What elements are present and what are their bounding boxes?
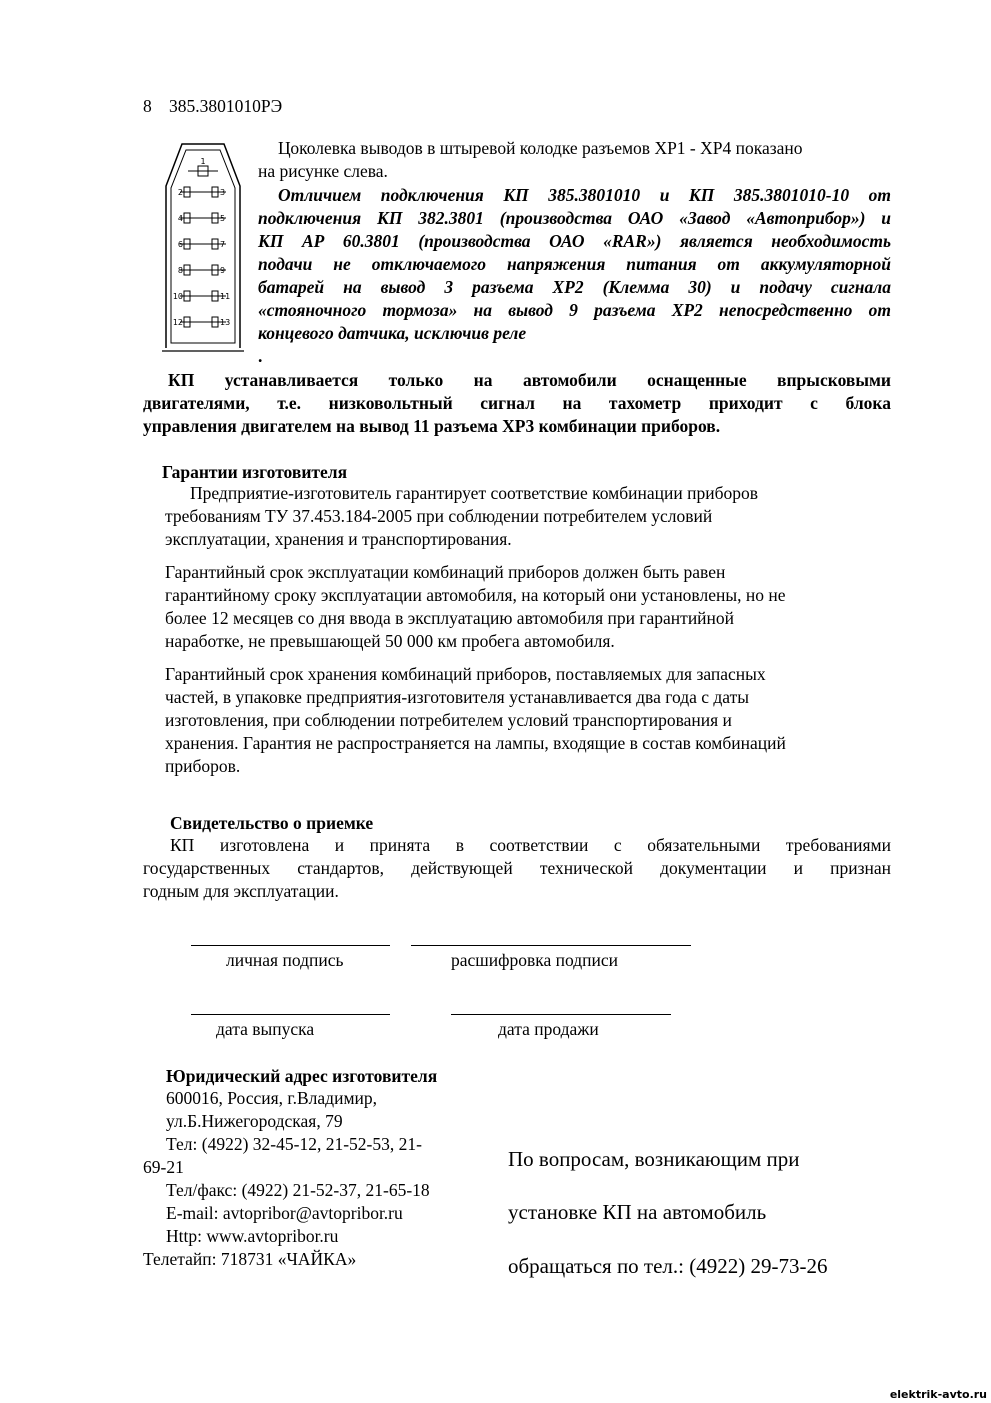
pin-right-label: 9 — [220, 266, 226, 275]
warranty-line: эксплуатации, хранения и транспортирования. — [165, 529, 512, 549]
acceptance-heading: Свидетельство о приемке — [170, 813, 374, 833]
pin-left-label: 4 — [177, 214, 183, 223]
pin-right-label: 7 — [220, 240, 226, 249]
address-line: 600016, Россия, г.Владимир, — [166, 1088, 378, 1108]
difference-line: батарей на вывод 3 разъема ХР2 (Клемма 30) и подачу сигнала — [258, 277, 891, 297]
connector-pinout-drawing — [160, 138, 246, 358]
acceptance-line: годным для эксплуатации. — [143, 881, 339, 901]
install-note-line: двигателями, т.е. низковольтный сигнал на тахометр приходит с блока — [143, 393, 891, 413]
fax-line: Тел/факс: (4922) 21-52-37, 21-65-18 — [166, 1180, 430, 1200]
warranty-line: более 12 месяцев со дня ввода в эксплуатацию автомобиля при гарантийной — [165, 608, 735, 628]
intro-line: Цоколевка выводов в штыревой колодке разъемов ХР1 - ХР4 показано — [278, 138, 803, 158]
pin-left-label: 8 — [177, 266, 183, 275]
address-heading: Юридический адрес изготовителя — [166, 1066, 438, 1086]
contact-line: По вопросам, возникающим при — [508, 1147, 800, 1171]
difference-line: КП АР 60.3801 (производства ОАО «RAR») является необходимость — [258, 231, 891, 251]
warranty-line: Гарантийный срок эксплуатации комбинаций приборов должен быть равен — [165, 562, 726, 582]
document-code: 385.3801010РЭ — [169, 96, 283, 116]
signature-line — [191, 945, 390, 946]
warranty-line: хранения. Гарантия не распространяется на лампы, входящие в состав комбинаций — [165, 733, 786, 753]
pin-left-label: 6 — [177, 240, 183, 249]
pin-right-label: 11 — [220, 292, 231, 301]
difference-line: «стояночного тормоза» на вывод 9 разъема ХР2 непосредственно от — [258, 300, 891, 320]
release-date-caption: дата выпуска — [216, 1019, 315, 1039]
warranty-line: Гарантийный срок хранения комбинаций приборов, поставляемых для запасных — [165, 664, 766, 684]
site-watermark: elektrik-avto.ru — [889, 1388, 987, 1401]
connector-pinout-figure — [160, 138, 246, 358]
difference-line: концевого датчика, исключив реле — [258, 323, 527, 343]
install-note-line: КП устанавливается только на автомобили оснащенные впрысковыми — [168, 370, 891, 390]
warranty-heading: Гарантии изготовителя — [162, 462, 348, 482]
signature-line — [191, 1014, 390, 1015]
difference-line: подачи не отключаемого напряжения питания от аккумуляторной — [258, 254, 891, 274]
website-line: Http: www.avtopribor.ru — [166, 1226, 339, 1246]
email-line: E-mail: avtopribor@avtopribor.ru — [166, 1203, 403, 1223]
phone-line: Тел: (4922) 32-45-12, 21-52-53, 21- — [166, 1134, 422, 1154]
signature-line — [411, 945, 691, 946]
personal-signature-caption: личная подпись — [226, 950, 344, 970]
warranty-line: Предприятие-изготовитель гарантирует соответствие комбинации приборов — [190, 483, 759, 503]
acceptance-line: государственных стандартов, действующей технической документации и признан — [143, 858, 891, 878]
contact-line: обращаться по тел.: (4922) 29-73-26 — [508, 1254, 828, 1278]
warranty-line: приборов. — [165, 756, 241, 776]
address-line: ул.Б.Нижегородская, 79 — [166, 1111, 343, 1131]
install-note-line: управления двигателем на вывод 11 разъема ХР3 комбинации приборов. — [143, 416, 721, 436]
intro-line: на рисунке слева. — [258, 161, 388, 181]
pin-top-label: 1 — [200, 157, 206, 166]
pin-left-label: 10 — [172, 292, 183, 301]
difference-line: . — [258, 346, 263, 366]
sale-date-caption: дата продажи — [498, 1019, 599, 1039]
pin-left-label: 12 — [172, 318, 183, 327]
pin-right-label: 3 — [220, 188, 226, 197]
pin-right-label: 5 — [220, 214, 226, 223]
page-number: 8 — [143, 96, 152, 116]
phone-line: 69-21 — [143, 1157, 184, 1177]
warranty-line: гарантийному сроку эксплуатации автомобиля, на который они установлены, но не — [165, 585, 786, 605]
teletype-line: Телетайп: 718731 «ЧАЙКА» — [143, 1249, 357, 1269]
warranty-line: требованиям ТУ 37.453.184-2005 при соблюдении потребителем условий — [165, 506, 713, 526]
contact-line: установке КП на автомобиль — [508, 1200, 767, 1224]
warranty-line: частей, в упаковке предприятия-изготовителя устанавливается два года с даты — [165, 687, 750, 707]
warranty-line: изготовления, при соблюдении потребителем условий транспортирования и — [165, 710, 732, 730]
signature-line — [451, 1014, 671, 1015]
difference-line: Отличием подключения КП 385.3801010 и КП 385.3801010-10 от — [278, 185, 891, 205]
pin-right-label: 13 — [220, 318, 231, 327]
signature-decoding-caption: расшифровка подписи — [451, 950, 618, 970]
acceptance-line: КП изготовлена и принята в соответствии с обязательными требованиями — [170, 835, 891, 855]
pin-left-label: 2 — [177, 188, 183, 197]
difference-line: подключения КП 382.3801 (производства ОАО «Завод «Автоприбор») и — [258, 208, 891, 228]
warranty-line: наработке, не превышающей 50 000 км пробега автомобиля. — [165, 631, 615, 651]
